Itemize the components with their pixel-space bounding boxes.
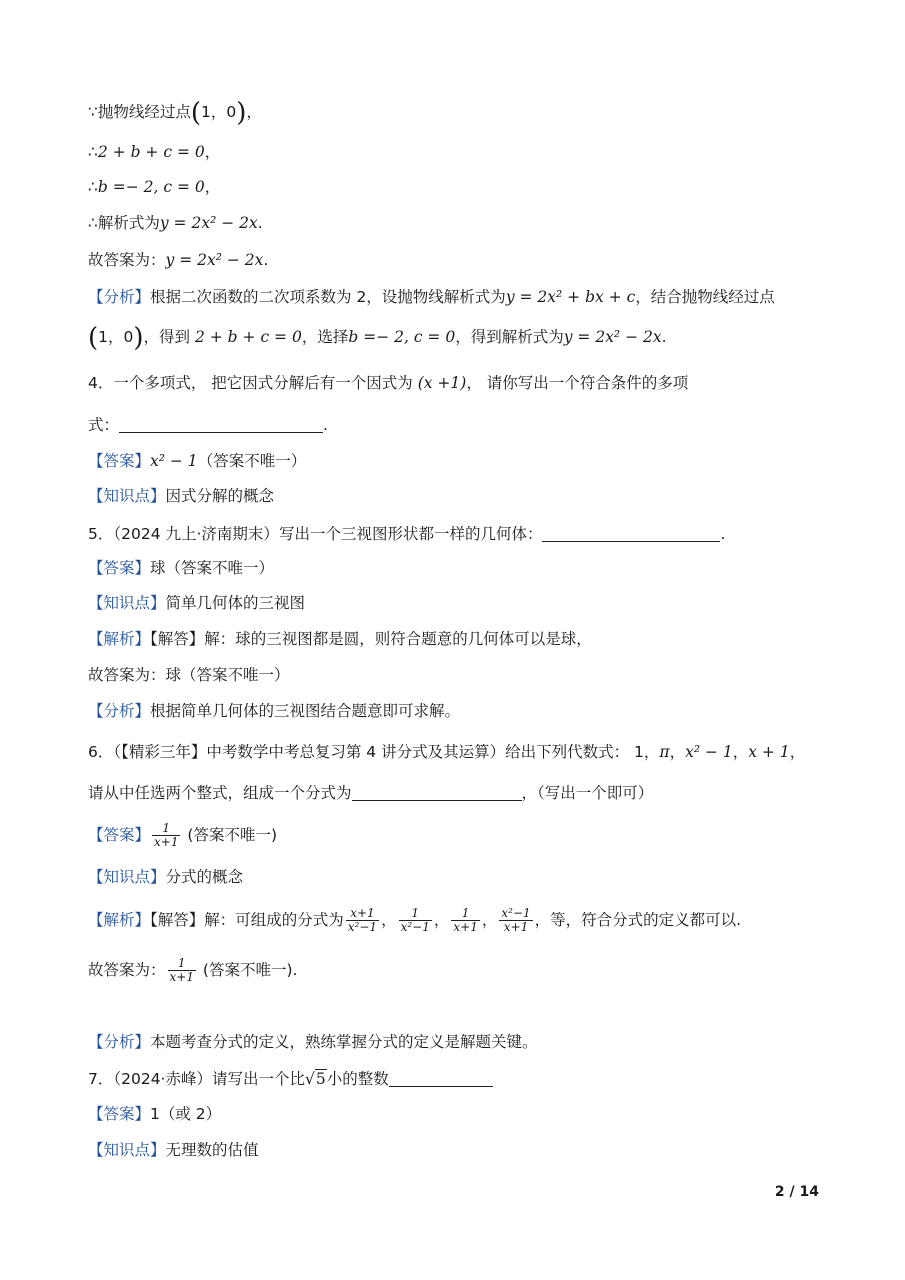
- q4-stem-line-1: 4．一个多项式， 把它因式分解后有一个因式为 (x +1)， 请你写出一个符合条件的多项: [88, 374, 689, 392]
- q7-answer: 【答案】1（或 2）: [88, 1105, 222, 1123]
- q5-explanation: 【解析】【解答】解：球的三视图都是圆，则符合题意的几何体可以是球，: [88, 630, 592, 648]
- knowledge-tag: 【知识点】: [88, 594, 166, 612]
- q7-answer-blank[interactable]: [389, 1070, 493, 1087]
- q7-knowledge-point: 【知识点】无理数的估值: [88, 1141, 259, 1159]
- answer-tag: 【答案】: [88, 1105, 151, 1123]
- q5-stem: 5．（2024 九上·济南期末）写出一个三视图形状都一样的几何体： .: [88, 525, 726, 543]
- fraction: $\frac{1}{x+1}$: [154, 821, 179, 849]
- knowledge-tag: 【知识点】: [88, 1141, 166, 1159]
- explanation-tag: 【解析】: [88, 630, 151, 648]
- prev-analysis-line-1: 【分析】根据二次函数的二次项系数为 2，设抛物线解析式为y = 2x² + bx + c，结合抛物线经过点: [88, 288, 775, 306]
- q4-answer-blank[interactable]: [119, 416, 323, 433]
- q5-conclusion: 故答案为：球（答案不唯一）: [88, 666, 290, 684]
- answer-tag: 【答案】: [88, 826, 151, 844]
- fraction: $\frac{1}{x+1}$: [453, 906, 478, 934]
- analysis-tag: 【分析】: [88, 1033, 151, 1051]
- fraction: $\frac{1}{x+1}$: [169, 956, 194, 984]
- q6-answer-blank[interactable]: [352, 784, 522, 801]
- fraction: $\frac{x+1}{\text{x²−1}}$: [347, 906, 378, 934]
- prev-line-3: ∴b =− 2, c = 0，: [88, 178, 221, 196]
- q5-analysis: 【分析】根据简单几何体的三视图结合题意即可求解。: [88, 702, 461, 720]
- sqrt-symbol: √5: [305, 1070, 326, 1088]
- q5-answer-blank[interactable]: [542, 525, 720, 542]
- q6-stem-line-2: 请从中任选两个整式，组成一个分式为 ，（写出一个即可）: [88, 784, 654, 802]
- analysis-tag: 【分析】: [88, 288, 151, 306]
- analysis-tag: 【分析】: [88, 702, 151, 720]
- answer-tag: 【答案】: [88, 559, 151, 577]
- prev-line-1: ∵抛物线经过点(1，0)，: [88, 98, 262, 128]
- q4-knowledge-point: 【知识点】因式分解的概念: [88, 487, 275, 505]
- prev-line-2: ∴2 + b + c = 0，: [88, 143, 221, 161]
- q7-stem: 7．（2024·赤峰）请写出一个比√5小的整数: [88, 1068, 493, 1090]
- q6-stem-line-1: 6．（【精彩三年】中考数学中考总复习第 4 讲分式及其运算）给出下列代数式： 1，π，x² − 1，x + 1，: [88, 743, 806, 761]
- prev-analysis-line-2: (1，0)，得到 2 + b + c = 0，选择b =− 2, c = 0，得到解析式为y = 2x² − 2x.: [88, 323, 667, 353]
- fraction: $\frac{\text{x²−1}}{x+1}$: [501, 906, 531, 934]
- prev-line-4: ∴解析式为y = 2x² − 2x.: [88, 214, 263, 232]
- page-number: 2 / 14: [774, 1184, 819, 1200]
- q6-knowledge-point: 【知识点】分式的概念: [88, 868, 244, 886]
- q6-analysis: 【分析】本题考查分式的定义，熟练掌握分式的定义是解题关键。: [88, 1033, 538, 1051]
- prev-answer-line: 故答案为：y = 2x² − 2x.: [88, 251, 269, 269]
- q5-knowledge-point: 【知识点】简单几何体的三视图: [88, 594, 306, 612]
- fraction: $\frac{1}{\text{x²−1}}$: [400, 906, 430, 934]
- answer-tag: 【答案】: [88, 452, 151, 470]
- q4-stem-line-2: 式： .: [88, 416, 328, 434]
- q4-answer: 【答案】x² − 1（答案不唯一）: [88, 452, 307, 470]
- q6-answer: 【答案】 $\frac{1}{x+1}$ (答案不唯一): [88, 821, 278, 849]
- q5-answer: 【答案】球（答案不唯一）: [88, 559, 275, 577]
- q6-conclusion: 故答案为： $\frac{1}{x+1}$ (答案不唯一).: [88, 956, 298, 984]
- knowledge-tag: 【知识点】: [88, 868, 166, 886]
- q6-explanation: 【解析】【解答】解：可组成的分式为 $\frac{x+1}{\text{x²−1}}$ ， $\frac{1}{\text{x²−1}}$ ， $\frac{1}{x+1}$ ， $\frac{\text{x²−1}}{x+1}$ ，等，符合分式的定义都可以.: [88, 906, 742, 934]
- knowledge-tag: 【知识点】: [88, 487, 166, 505]
- explanation-tag: 【解析】: [88, 911, 151, 929]
